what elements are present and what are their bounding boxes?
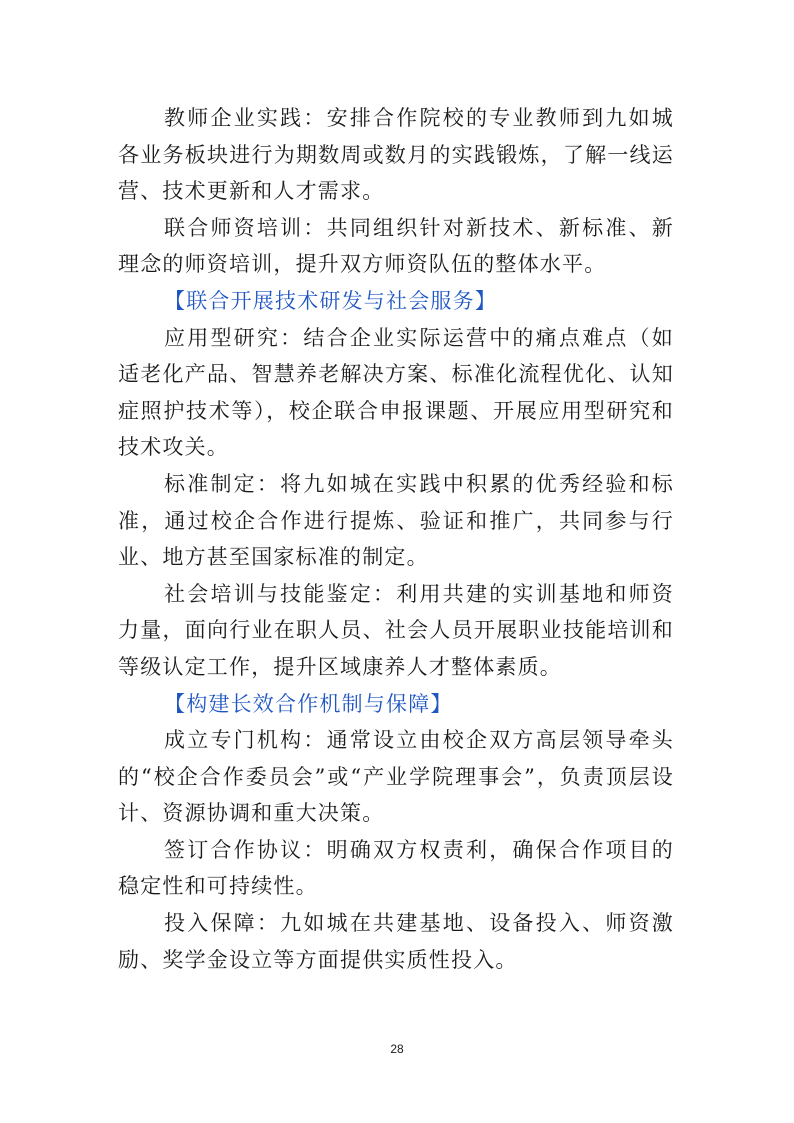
paragraph-committee: 成立专门机构：通常设立由校企双方高层领导牵头的“校企合作委员会”或“产业学院理事会”，负责顶层设计、资源协调和重大决策。 [118,728,674,826]
paragraph-applied-research: 应用型研究：结合企业实际运营中的痛点难点（如适老化产品、智慧养老解决方案、标准化流程优化、认知症照护技术等），校企联合申报课题、开展应用型研究和技术攻关。 [118,325,674,460]
paragraph-social-training: 社会培训与技能鉴定：利用共建的实训基地和师资力量，面向行业在职人员、社会人员开展职业技能培训和等级认定工作，提升区域康养人才整体素质。 [118,581,674,679]
paragraph-agreement: 签订合作协议：明确双方权责利，确保合作项目的稳定性和可持续性。 [118,837,674,899]
page-number: 28 [390,1042,404,1056]
paragraph-investment: 投入保障：九如城在共建基地、设备投入、师资激励、奖学金设立等方面提供实质性投入。 [118,911,674,972]
section-heading-mechanism: 【构建长效合作机制与保障】 [164,691,453,716]
paragraph-standards: 标准制定：将九如城在实践中积累的优秀经验和标准，通过校企合作进行提炼、验证和推广，共同参与行业、地方甚至国家标准的制定。 [118,471,674,570]
document-body [118,100,674,978]
section-heading-rd-service: 【联合开展技术研发与社会服务】 [164,288,497,313]
paragraph-teacher-practice: 教师企业实践：安排合作院校的专业教师到九如城各业务板块进行为期数周或数月的实践锻炼，了解一线运营、技术更新和人才需求。 [118,106,674,204]
paragraph-joint-training: 联合师资培训：共同组织针对新技术、新标准、新理念的师资培训，提升双方师资队伍的整体水平。 [118,215,674,277]
